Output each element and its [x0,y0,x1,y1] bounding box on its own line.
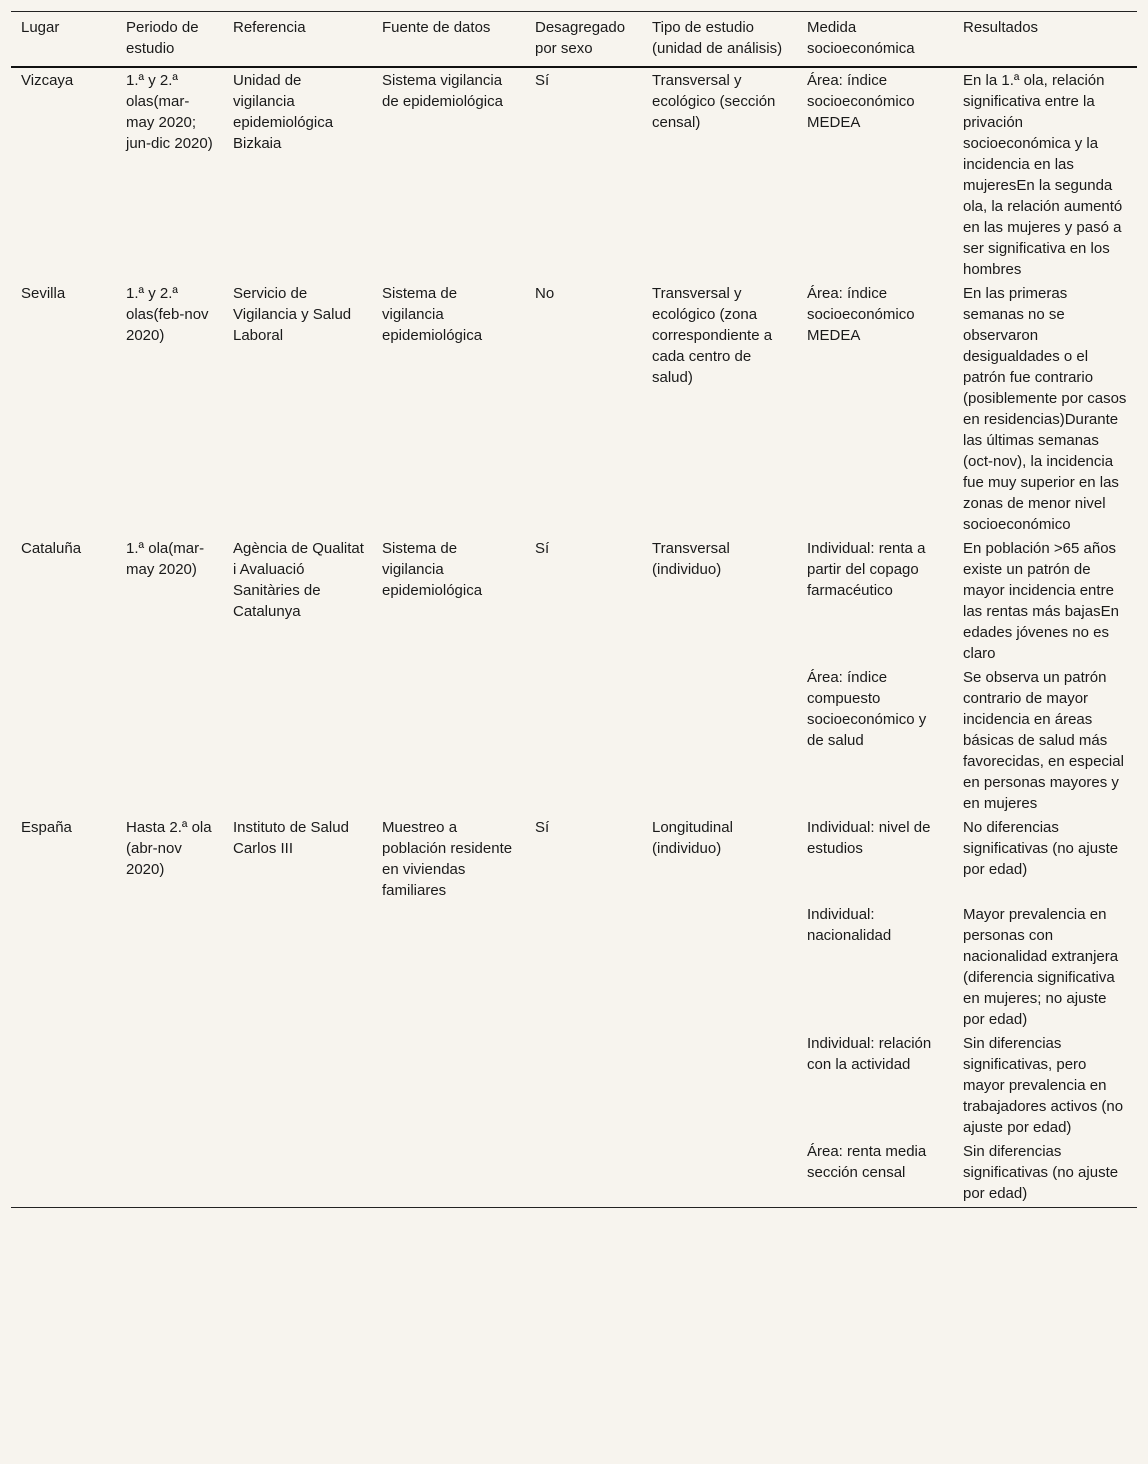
cell-fuente: Sistema de vigilancia epidemiológica [382,540,483,599]
cell-tipo: Transversal y ecológico (zona correspondiente a cada centro de salud) [652,285,773,386]
cell-tipo: Longitudinal (individuo) [652,819,733,857]
table-row [11,903,1137,1032]
cell-tipo: Transversal y ecológico (sección censal) [652,72,776,131]
cell-resultados: Sin diferencias significativas (no ajuste por edad) [953,1140,1137,1208]
cell-resultados: En la 1.ª ola, relación significativa entre la privación socioeconómica y la incidencia en las mujeresEn la segunda ola, la relación aumentó en las mujeres y pasó a ser significativa en los hombres [963,72,1123,278]
cell-medida: Área: índice socioeconómico MEDEA [807,72,915,131]
cell-sexo: No [535,285,555,302]
cell-fuente: Sistema de vigilancia epidemiológica [382,285,483,344]
table-row [11,816,1137,903]
header-medida: Medida socioeconómica [797,12,953,68]
header-sexo: Desagregado por sexo [525,12,642,68]
cell-periodo: 1.ª ola(mar-may 2020) [126,540,205,578]
cell-medida: Individual: relación con la actividad [807,1035,932,1073]
table-row [11,666,1137,816]
cell-sexo: Sí [535,540,550,557]
cell-fuente: Sistema vigilancia de epidemiológica [382,72,503,110]
table-row [11,1140,1137,1208]
table-header-row [11,12,1137,68]
study-table-container [11,11,1137,1208]
cell-lugar: España [21,819,72,836]
cell-medida: Área: índice socioeconómico MEDEA [807,285,915,344]
header-periodo: Periodo de estudio [116,12,223,68]
cell-resultados: Se observa un patrón contrario de mayor incidencia en áreas básicas de salud más favorecidas, en especial en personas mayores y en mujeres [963,669,1124,812]
header-lugar: Lugar [11,12,116,68]
table-row [11,1032,1137,1140]
cell-sexo: Sí [535,819,550,836]
cell-lugar: Cataluña [21,540,82,557]
cell-medida: Área: renta media sección censal [797,1140,953,1208]
header-fuente: Fuente de datos [372,12,525,68]
cell-referencia: Instituto de Salud Carlos III [233,819,349,857]
cell-resultados: En las primeras semanas no se observaron desigualdades o el patrón fue contrario (posiblemente por casos en residencias)Durante las últimas semanas (oct-nov), la incidencia fue muy superior en las zonas de menor nivel socioeconómico [963,285,1127,533]
cell-referencia: Servicio de Vigilancia y Salud Laboral [233,285,352,344]
cell-lugar: Sevilla [21,285,66,302]
cell-periodo: 1.ª y 2.ª olas(mar-may 2020; jun-dic 2020) [126,72,213,152]
cell-resultados: No diferencias significativas (no ajuste por edad) [963,819,1119,878]
cell-sexo: Sí [535,72,550,89]
table-row [11,282,1137,537]
study-table [11,11,1137,1208]
table-row [11,67,1137,282]
cell-fuente: Muestreo a población residente en viviendas familiares [382,819,513,899]
cell-tipo: Transversal (individuo) [652,540,730,578]
cell-medida: Individual: nacionalidad [807,906,892,944]
header-resultados: Resultados [953,12,1137,68]
cell-medida: Individual: renta a partir del copago farmacéutico [807,540,926,599]
header-referencia: Referencia [223,12,372,68]
cell-referencia: Agència de Qualitat i Avaluació Sanitàries de Catalunya [233,540,364,620]
table-row [11,537,1137,666]
cell-periodo: 1.ª y 2.ª olas(feb-nov 2020) [126,285,209,344]
cell-medida: Individual: nivel de estudios [807,819,931,857]
cell-resultados: Mayor prevalencia en personas con nacionalidad extranjera (diferencia significativa en mujeres; no ajuste por edad) [963,906,1119,1028]
cell-lugar: Vizcaya [21,72,74,89]
cell-resultados: Sin diferencias significativas, pero mayor prevalencia en trabajadores activos (no ajuste por edad) [963,1035,1124,1136]
header-tipo: Tipo de estudio (unidad de análisis) [642,12,797,68]
cell-resultados: En población >65 años existe un patrón de mayor incidencia entre las rentas más bajasEn edades jóvenes no es claro [963,540,1119,662]
cell-referencia: Unidad de vigilancia epidemiológica Bizkaia [233,72,334,152]
cell-periodo: Hasta 2.ª ola (abr-nov 2020) [126,819,212,878]
cell-medida: Área: índice compuesto socioeconómico y de salud [807,669,927,749]
